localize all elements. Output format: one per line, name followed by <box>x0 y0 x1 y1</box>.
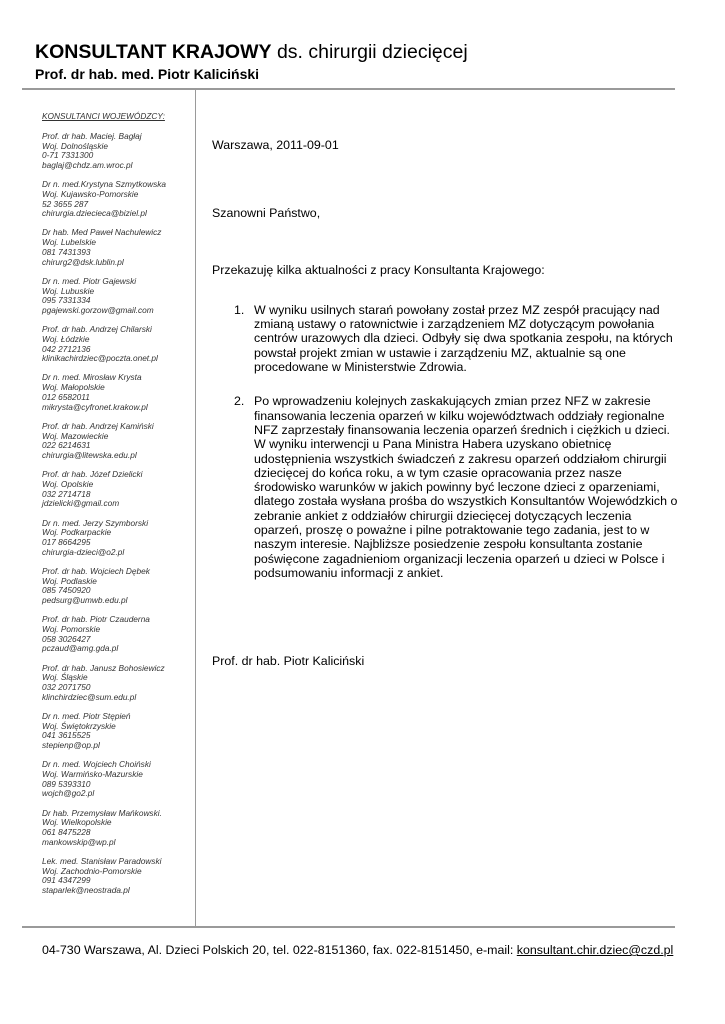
consultant-entry <box>42 857 192 896</box>
consultant-email: jdzielicki@gmail.com <box>42 498 120 509</box>
consultant-entry <box>42 760 192 799</box>
consultant-email: klinchirdziec@sum.edu.pl <box>42 691 137 702</box>
consultant-name: Dr n. med. Jerzy Szymborski <box>42 517 149 528</box>
sidebar-title: KONSULTANCI WOJEWÓDZCY: <box>42 111 165 121</box>
consultant-phone: 041 3615525 <box>42 730 91 741</box>
regional-consultants-sidebar <box>42 112 192 905</box>
consultant-region: Woj. Warmińsko-Mazurskie <box>42 768 143 779</box>
footer-contact <box>42 943 673 957</box>
consultant-region: Woj. Świętokrzyskie <box>42 720 116 731</box>
consultant-entry <box>42 519 192 558</box>
consultant-entry <box>42 470 192 509</box>
consultant-phone: 091 4347299 <box>42 875 91 886</box>
consultant-phone: 022 6214631 <box>42 440 91 451</box>
consultant-name: Dr n. med. Mirosław Krysta <box>42 372 142 383</box>
consultant-name: Dr hab. Przemysław Mańkowski. <box>42 807 162 818</box>
consultant-phone: 081 7431393 <box>42 246 91 257</box>
consultant-entry <box>42 712 192 751</box>
bottom-divider <box>22 926 675 928</box>
column-divider <box>195 89 196 926</box>
consultant-email: chirurgia@litewska.edu.pl <box>42 450 137 461</box>
consultant-list <box>42 132 192 896</box>
consultant-region: Woj. Opolskie <box>42 478 94 489</box>
consultant-name: Prof. dr hab. Maciej. Bagłaj <box>42 130 142 141</box>
top-divider <box>22 88 675 90</box>
consultant-region: Woj. Dolnośląskie <box>42 140 108 151</box>
consultant-entry <box>42 664 192 703</box>
consultant-name: Prof. dr hab. Andrzej Kamiński <box>42 420 154 431</box>
consultant-email: mankowskip@wp.pl <box>42 836 116 847</box>
consultant-email: wojch@go2.pl <box>42 788 95 799</box>
consultant-region: Woj. Zachodnio-Pomorskie <box>42 865 142 876</box>
consultant-phone: 058 3026427 <box>42 633 91 644</box>
consultant-phone: 017 8664295 <box>42 537 91 547</box>
news-list <box>212 303 682 580</box>
consultant-name: Prof. dr hab. Józef Dzielicki <box>42 469 143 480</box>
consultant-entry <box>42 228 192 267</box>
letter-signature: Prof. dr hab. Piotr Kaliciński <box>212 654 365 668</box>
consultant-name: Dr n. med. Piotr Gajewski <box>42 275 137 286</box>
letter-greeting: Szanowni Państwo, <box>212 206 321 221</box>
consultant-entry <box>42 615 192 654</box>
footer-email-link[interactable]: konsultant.chir.dziec@czd.pl <box>516 943 674 957</box>
consultant-entry <box>42 277 192 316</box>
consultant-email: chirurgia.dziecieca@biziel.pl <box>42 208 147 219</box>
consultant-name: Prof. dr hab. Piotr Czauderna <box>42 614 150 625</box>
letterhead-title-bold: KONSULTANT KRAJOWY <box>35 41 272 63</box>
consultant-region: Woj. Małopolskie <box>42 382 105 393</box>
consultant-name: Dr n. med. Wojciech Choiński <box>42 759 151 770</box>
letterhead-title <box>35 40 468 64</box>
consultant-phone: 52 3655 287 <box>42 198 89 209</box>
consultant-region: Woj. Wielkopolskie <box>42 817 112 828</box>
consultant-region: Woj. Kujawsko-Pomorskie <box>42 188 139 199</box>
news-item <box>212 303 682 374</box>
consultant-name: Dr n. med.Krystyna Szmytkowska <box>42 179 167 190</box>
consultant-phone: 0-71 7331300 <box>42 150 94 161</box>
consultant-entry <box>42 180 192 219</box>
consultant-email: chirurg2@dsk.lublin.pl <box>42 256 124 267</box>
consultant-name: Prof. dr hab. Wojciech Dębek <box>42 565 150 576</box>
news-item-text: W wyniku usilnych starań powołany został przez MZ zespół pracujący nad zmianą ustawy o ratownictwie i zarządzeniem MZ dotyczącym powołania centrów urazowych dla dzieci. Odbyły się dwa spotkania zespołu, na których powstał projekt zmian w ustawie i zarządzeniu MZ, aktualnie są one procedowane w Ministerstwie Zdrowia. <box>254 302 673 375</box>
footer-address: 04-730 Warszawa, Al. Dzieci Polskich 20, tel. 022-8151360, fax. 022-8151450, e-mail: <box>42 943 517 957</box>
consultant-entry <box>42 422 192 461</box>
consultant-region: Woj. Podlaskie <box>42 575 97 586</box>
consultant-phone: 032 2071750 <box>42 682 91 693</box>
letterhead-consultant-name: Prof. dr hab. med. Piotr Kaliciński <box>35 66 260 82</box>
consultant-region: Woj. Lubuskie <box>42 285 95 296</box>
consultant-entry <box>42 809 192 848</box>
consultant-email: klinikachirdziec@poczta.onet.pl <box>42 353 158 364</box>
letter-date: Warszawa, 2011-09-01 <box>212 138 339 152</box>
consultant-entry <box>42 567 192 606</box>
news-item-number: 1. <box>234 302 245 317</box>
letter-body <box>212 138 682 668</box>
consultant-email: pczaud@amg.gda.pl <box>42 643 119 654</box>
letterhead <box>35 40 468 83</box>
news-item-number: 2. <box>234 394 245 409</box>
consultant-email: pedsurg@umwb.edu.pl <box>42 595 128 606</box>
consultant-name: Dr n. med. Piotr Stępień <box>42 710 131 721</box>
consultant-email: chirurgia-dzieci@o2.pl <box>42 546 125 557</box>
consultant-region: Woj. Pomorskie <box>42 623 101 634</box>
consultant-email: pgajewski.gorzow@gmail.com <box>42 305 154 316</box>
consultant-phone: 012 6582011 <box>42 391 90 402</box>
consultant-region: Woj. Łódzkie <box>42 333 90 344</box>
consultant-phone: 095 7331334 <box>42 295 91 306</box>
consultant-name: Prof. dr hab. Janusz Bohosiewicz <box>42 662 165 673</box>
letter-intro: Przekazuję kilka aktualności z pracy Konsultanta Krajowego: <box>212 262 545 277</box>
consultant-region: Woj. Podkarpackie <box>42 527 112 538</box>
consultant-phone: 089 5393310 <box>42 778 91 789</box>
consultant-entry <box>42 132 192 171</box>
consultant-region: Woj. Lubelskie <box>42 237 96 248</box>
consultant-name: Lek. med. Stanisław Paradowski <box>42 855 162 866</box>
consultant-entry <box>42 325 192 364</box>
consultant-region: Woj. Śląskie <box>42 672 88 683</box>
news-item <box>212 394 682 580</box>
consultant-email: stepienp@op.pl <box>42 740 100 751</box>
consultant-phone: 085 7450920 <box>42 585 91 596</box>
news-item-text: Po wprowadzeniu kolejnych zaskakujących zmian przez NFZ w zakresie finansowania leczenia oparzeń w kilku województwach oddziały regionalne NFZ zaprzestały finansowania leczenia oparzeń średnich i ciężkich u dzieci. W wyniku interwencji u Pana Ministra Habera uzyskano obietnicę udostępnienia wszystkich świadczeń z zakresu oparzeń oddziałom chirurgii dziecięcej do końca roku, a w tym czasie opracowania przez nasze środowisko warunków w jakich powinny być leczone dzieci z oparzeniami, dlatego została wysłana prośba do wszystkich Konsultantów Wojewódzkich o zebranie ankiet z oddziałów chirurgii dziecięcej dotyczących leczenia oparzeń, proszę o poważne i pilne potraktowanie tego zadania, jest to w naszym interesie. Najbliższe posiedzenie zespołu konsultanta zostanie poświęcone zagadnieniom organizacji leczenia oparzeń u dzieci w Polsce i podsumowaniu informacji z ankiet. <box>254 394 678 580</box>
consultant-name: Dr hab. Med Paweł Nachulewicz <box>42 227 162 238</box>
consultant-region: Woj. Mazowieckie <box>42 430 109 441</box>
consultant-phone: 032 2714718 <box>42 488 91 499</box>
consultant-entry <box>42 373 192 412</box>
consultant-email: mikrysta@cyfronet.krakow.pl <box>42 401 148 412</box>
consultant-email: baglaj@chdz.am.wroc.pl <box>42 160 133 170</box>
letterhead-title-specialty: ds. chirurgii dziecięcej <box>276 41 468 63</box>
consultant-phone: 061 8475228 <box>42 827 91 838</box>
consultant-email: staparlek@neostrada.pl <box>42 885 130 896</box>
consultant-phone: 042 2712136 <box>42 343 91 354</box>
consultant-name: Prof. dr hab. Andrzej Chilarski <box>42 324 152 335</box>
